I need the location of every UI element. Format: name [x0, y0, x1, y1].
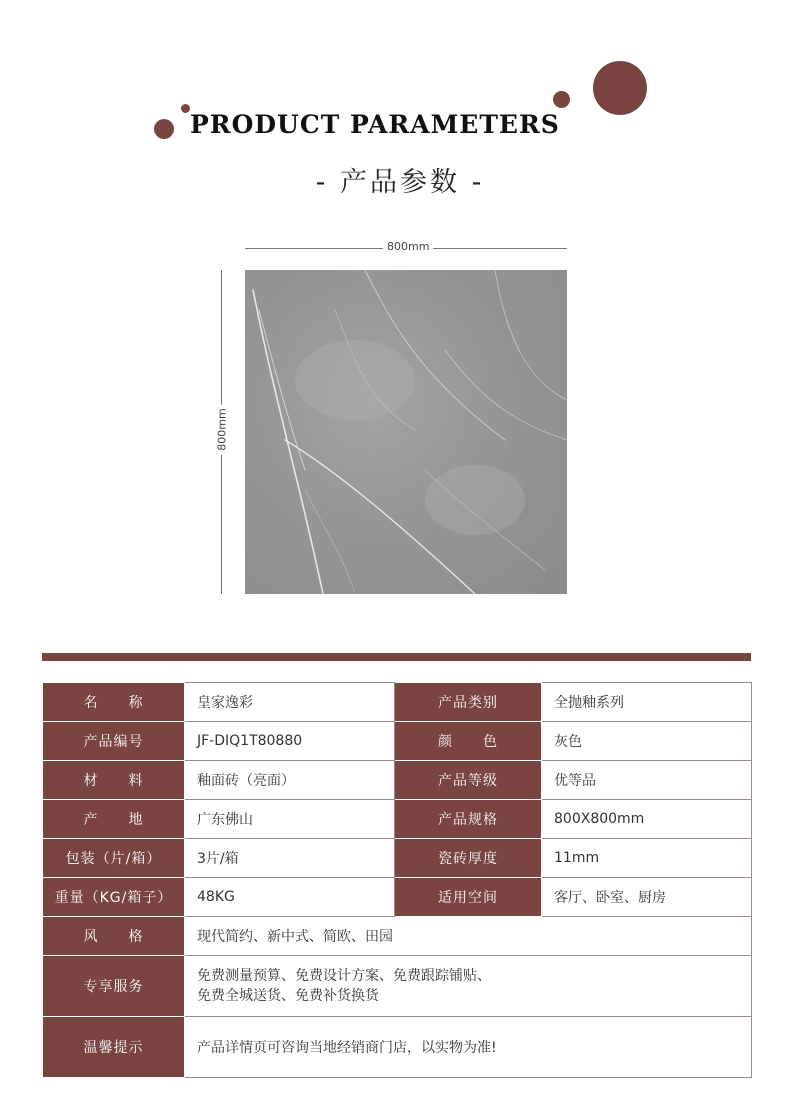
service-label: 专享服务 [43, 956, 185, 1017]
code-value: JF-DIQ1T80880 [185, 722, 395, 761]
origin-label: 产 地 [43, 800, 185, 839]
origin-value: 广东佛山 [185, 800, 395, 839]
decor-dot-large [593, 61, 647, 115]
service-line-1: 免费测量预算、免费设计方案、免费跟踪铺贴、 [197, 968, 491, 984]
decor-dot-left [154, 119, 174, 139]
decor-dot-medium [553, 91, 570, 108]
style-label: 风 格 [43, 917, 185, 956]
space-label: 适用空间 [395, 878, 542, 917]
weight-label: 重量（KG/箱子） [43, 878, 185, 917]
table-row [43, 722, 752, 761]
table-row [43, 683, 752, 722]
width-dimension-label: 800mm [383, 240, 433, 253]
table-row [43, 878, 752, 917]
code-label: 产品编号 [43, 722, 185, 761]
space-value: 客厅、卧室、厨房 [542, 878, 752, 917]
spec-value: 800X800mm [542, 800, 752, 839]
tip-label: 温馨提示 [43, 1017, 185, 1078]
table-row [43, 1017, 752, 1078]
spec-label: 产品规格 [395, 800, 542, 839]
packing-value: 3片/箱 [185, 839, 395, 878]
decor-dot-small [181, 104, 190, 113]
packing-label: 包装（片/箱） [43, 839, 185, 878]
table-row [43, 761, 752, 800]
material-value: 釉面砖（亮面） [185, 761, 395, 800]
marble-veins [245, 270, 567, 594]
name-label: 名 称 [43, 683, 185, 722]
style-value: 现代简约、新中式、简欧、田园 [185, 917, 752, 956]
grade-value: 优等品 [542, 761, 752, 800]
service-value [185, 956, 752, 1017]
material-label: 材 料 [43, 761, 185, 800]
grade-label: 产品等级 [395, 761, 542, 800]
category-label: 产品类别 [395, 683, 542, 722]
section-divider [42, 653, 751, 661]
name-value: 皇家逸彩 [185, 683, 395, 722]
table-row [43, 956, 752, 1017]
service-line-2: 免费全城送货、免费补货换货 [197, 988, 379, 1004]
thickness-value: 11mm [542, 839, 752, 878]
height-dimension-label: 800mm [216, 404, 229, 454]
color-label: 颜 色 [395, 722, 542, 761]
table-row [43, 917, 752, 956]
category-value: 全抛釉系列 [542, 683, 752, 722]
page-title-chinese: - 产品参数 - [315, 167, 485, 198]
page-title-english: PRODUCT PARAMETERS [190, 110, 560, 139]
table-row [43, 839, 752, 878]
weight-value: 48KG [185, 878, 395, 917]
tip-value: 产品详情页可咨询当地经销商门店，以实物为准! [185, 1017, 752, 1078]
tile-image [245, 270, 567, 594]
parameters-table [42, 682, 752, 1078]
thickness-label: 瓷砖厚度 [395, 839, 542, 878]
table-row [43, 800, 752, 839]
color-value: 灰色 [542, 722, 752, 761]
